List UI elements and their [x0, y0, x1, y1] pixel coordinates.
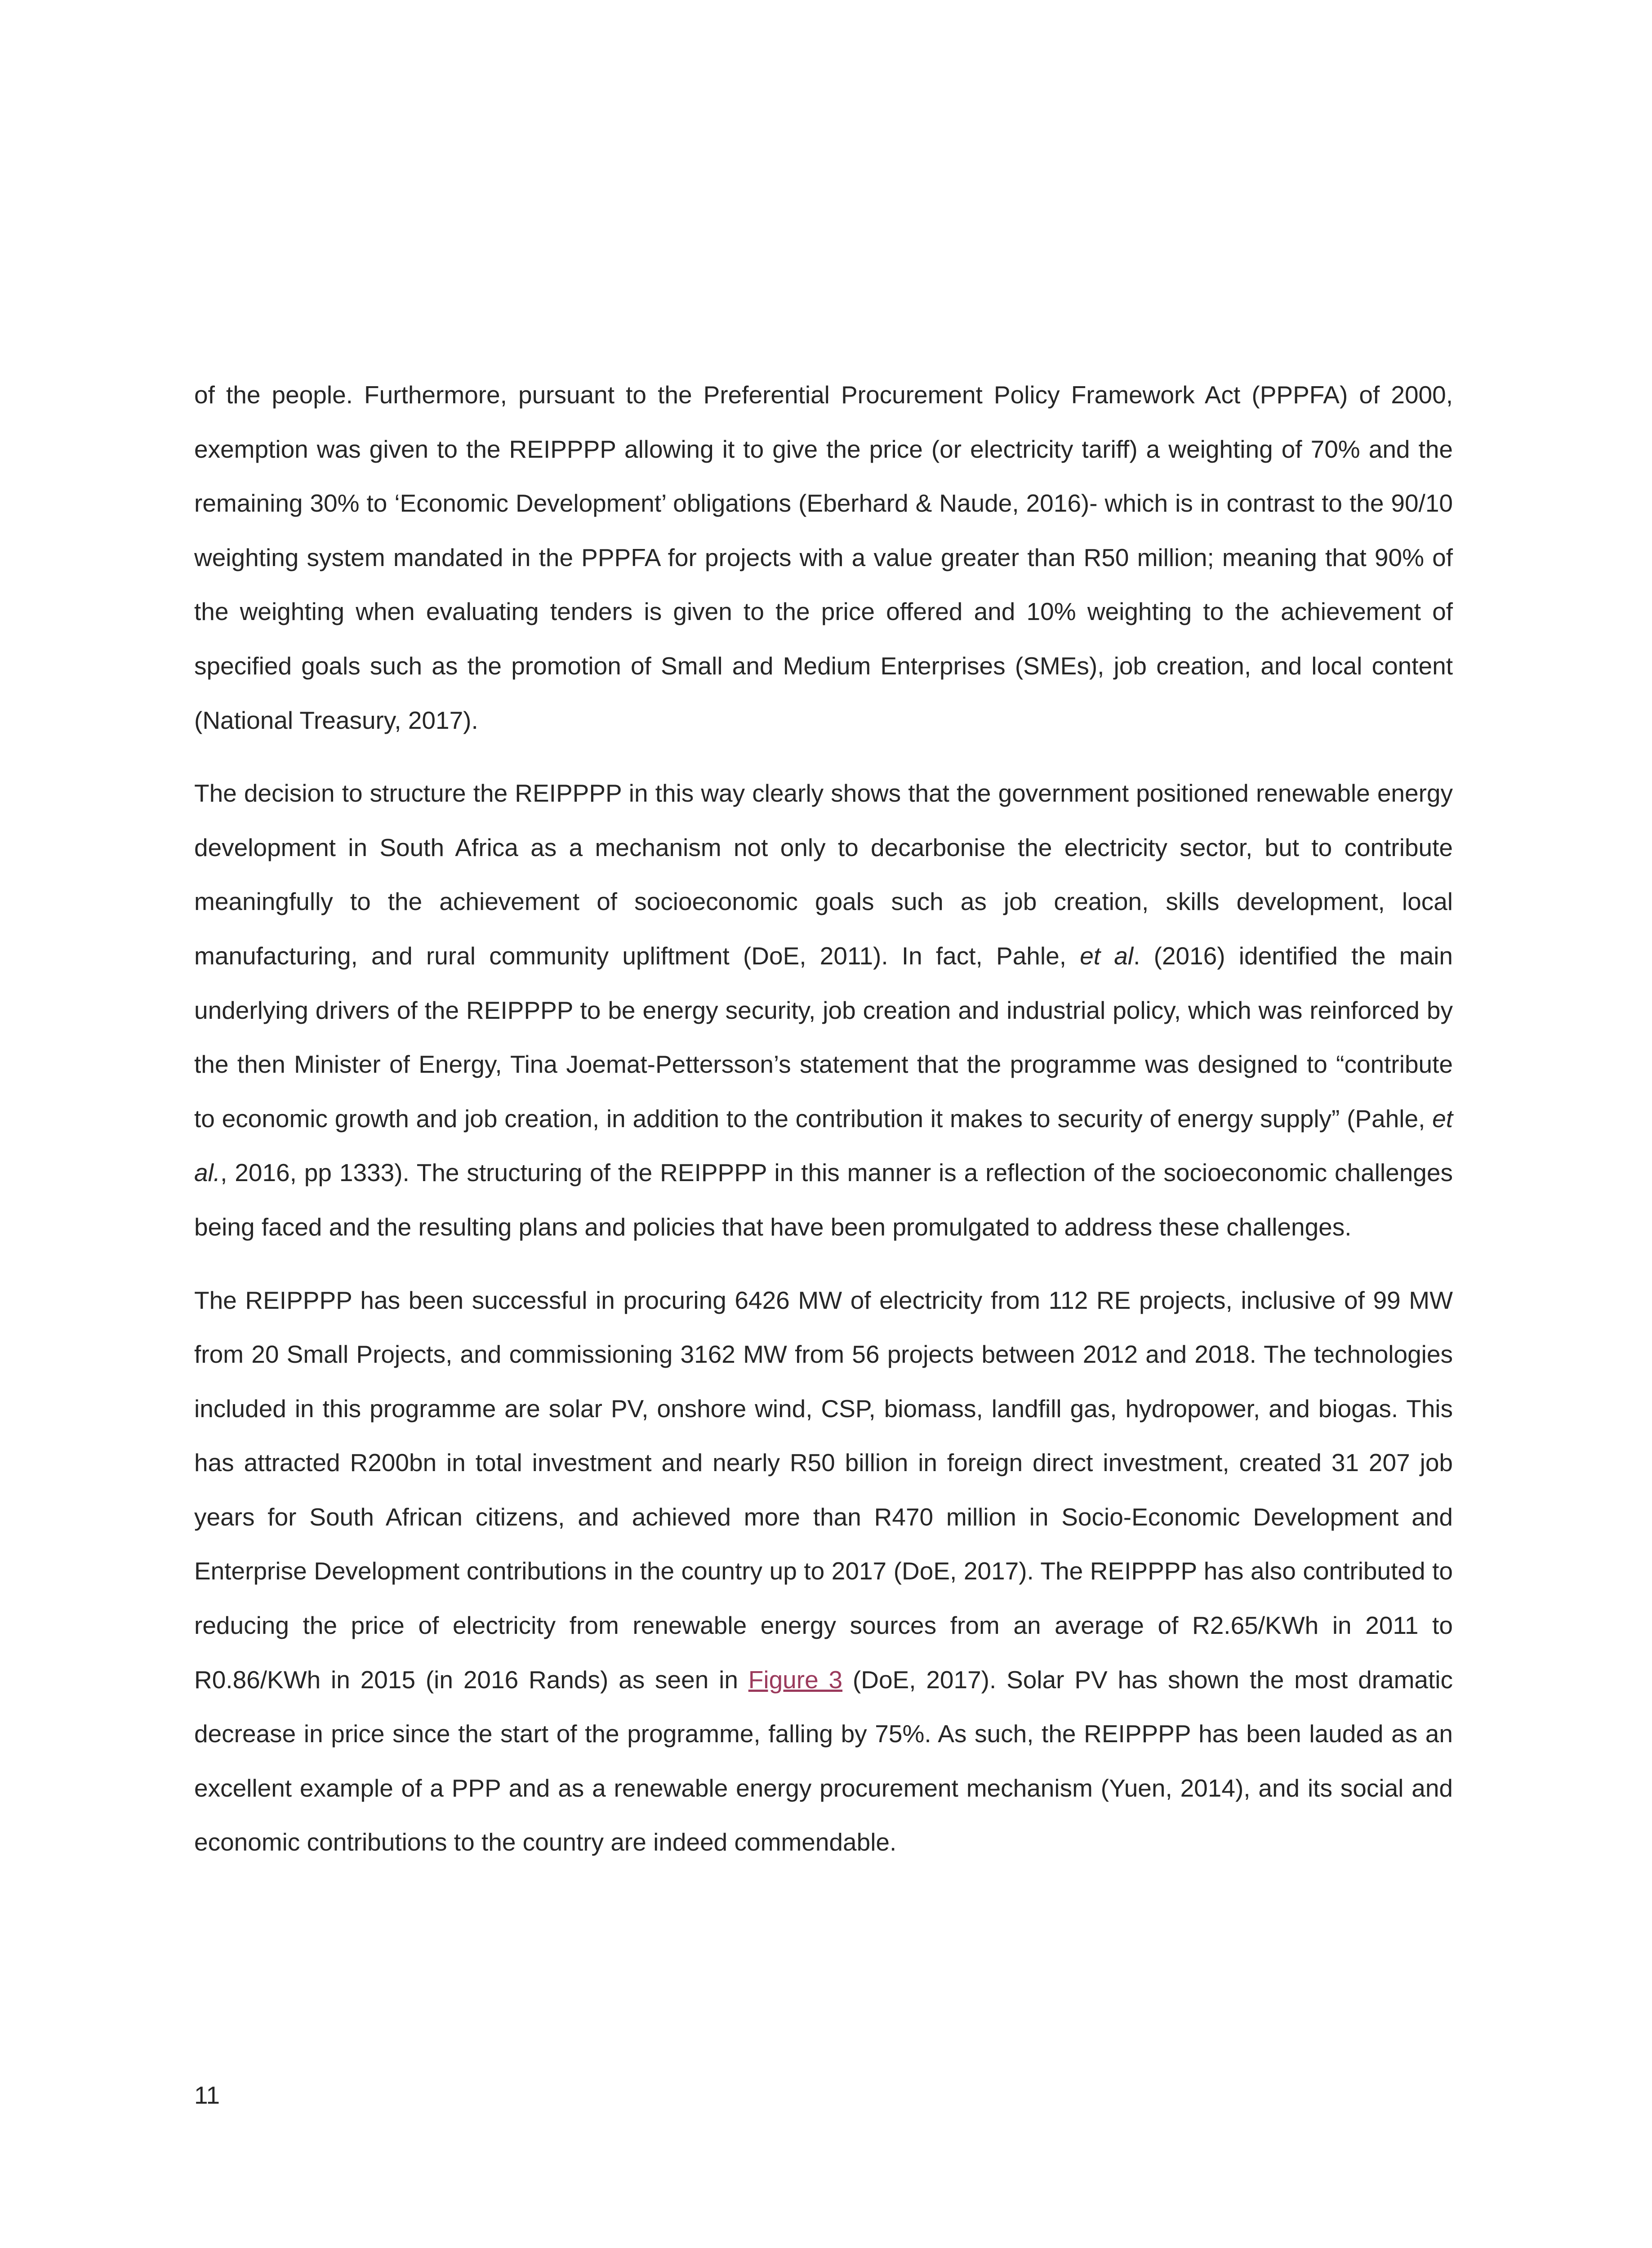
paragraph-2-text-b: . (2016) identified the main underlying drivers of the REIPPPP to be energy security, job creation and industrial policy, which was reinforced by the then Minister of Energy, Tina Joemat-Pettersson’s statement that the programme was designed to “contribute to economic growth and job creation, in addition to the contribution it makes to security of energy supply” (Pahle,	[194, 941, 1453, 1133]
paragraph-ppfa-exemption	[194, 368, 1453, 747]
paragraph-reipppp-success	[194, 1273, 1453, 1870]
paragraph-reipppp-structure	[194, 766, 1453, 1254]
figure-3-link[interactable]: Figure 3	[748, 1665, 843, 1694]
paragraph-2-text-a: The decision to structure the REIPPPP in this way clearly shows that the government positioned renewable energy development in South Africa as a mechanism not only to decarbonise the electricity sector, but to contribute meaningfully to the achievement of socioeconomic goals such as job creation, skills development, local manufacturing, and rural community upliftment (DoE, 2011). In fact, Pahle,	[194, 779, 1453, 970]
page-number: 11	[194, 2081, 220, 2109]
citation-et-al: et al.	[194, 1104, 1453, 1187]
paragraph-3-text-b: (DoE, 2017). Solar PV has shown the most dramatic decrease in price since the start of the programme, falling by 75%. As such, the REIPPPP has been lauded as an excellent example of a PPP and as a renewable energy procurement mechanism (Yuen, 2014), and its social and economic contributions to the country are indeed commendable.	[194, 1665, 1453, 1856]
paragraph-2-text-c: , 2016, pp 1333). The structuring of the REIPPPP in this manner is a reflection of the socioeconomic challenges being faced and the resulting plans and policies that have been promulgated to address these challenges.	[194, 1159, 1453, 1241]
body-text	[194, 368, 1453, 1888]
citation-et-al: et al	[1080, 941, 1134, 970]
paragraph-1-text: of the people. Furthermore, pursuant to the Preferential Procurement Policy Framework Act (PPPFA) of 2000, exemption was given to the REIPPPP allowing it to give the price (or electricity tariff) a weighting of 70% and the remaining 30% to ‘Economic Development’ obligations (Eberhard & Naude, 2016)- which is in contrast to the 90/10 weighting system mandated in the PPPFA for projects with a value greater than R50 million; meaning that 90% of the weighting when evaluating tenders is given to the price offered and 10% weighting to the achievement of specified goals such as the promotion of Small and Medium Enterprises (SMEs), job creation, and local content (National Treasury, 2017).	[194, 381, 1453, 734]
paragraph-3-text-a: The REIPPPP has been successful in procuring 6426 MW of electricity from 112 RE projects, inclusive of 99 MW from 20 Small Projects, and commissioning 3162 MW from 56 projects between 2012 and 2018. The technologies included in this programme are solar PV, onshore wind, CSP, biomass, landfill gas, hydropower, and biogas. This has attracted R200bn in total investment and nearly R50 billion in foreign direct investment, created 31 207 job years for South African citizens, and achieved more than R470 million in Socio-Economic Development and Enterprise Development contributions in the country up to 2017 (DoE, 2017). The REIPPPP has also contributed to reducing the price of electricity from renewable energy sources from an average of R2.65/KWh in 2011 to R0.86/KWh in 2015 (in 2016 Rands) as seen in	[194, 1286, 1453, 1694]
